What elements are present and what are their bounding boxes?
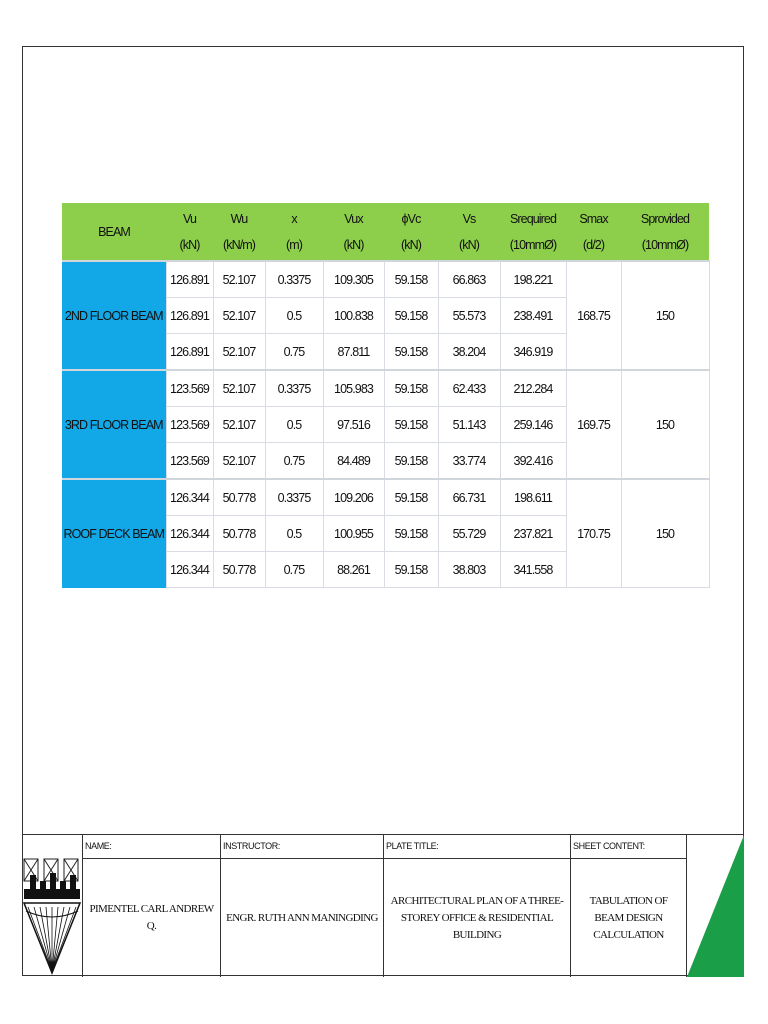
- cell-sprovided: 150: [621, 479, 709, 588]
- cell-sprovided: 150: [621, 261, 709, 370]
- cell-srequired: 392.416: [500, 443, 566, 480]
- header-vu: Vu (kN): [166, 203, 213, 261]
- cell-x: 0.75: [265, 443, 323, 480]
- cell-wu: 52.107: [213, 443, 265, 480]
- cell-phivc: 59.158: [384, 261, 438, 298]
- sheet-content-value: TABULATION OF BEAM DESIGN CALCULATION: [589, 894, 668, 941]
- cell-phivc: 59.158: [384, 334, 438, 371]
- sheet-content-cell: [570, 835, 686, 977]
- table-header-row: [62, 203, 709, 261]
- cell-vux: 88.261: [323, 552, 384, 588]
- header-vs: Vs (kN): [438, 203, 500, 261]
- cell-wu: 52.107: [213, 407, 265, 443]
- header-sprovided: Sprovided (10mmØ): [621, 203, 709, 261]
- title-block: [22, 834, 744, 976]
- cell-vu: 126.344: [166, 479, 213, 516]
- instructor-label: INSTRUCTOR:: [223, 841, 280, 851]
- beam-label: ROOF DECK BEAM: [62, 479, 166, 588]
- plate-title-cell: [383, 835, 570, 977]
- cell-x: 0.75: [265, 334, 323, 371]
- cell-vu: 126.891: [166, 334, 213, 371]
- header-phivc: ϕVc (kN): [384, 203, 438, 261]
- cell-vu: 123.569: [166, 370, 213, 407]
- name-label: NAME:: [85, 841, 112, 851]
- cell-vs: 55.573: [438, 298, 500, 334]
- cell-vs: 51.143: [438, 407, 500, 443]
- cell-vs: 66.731: [438, 479, 500, 516]
- cell-vs: 38.204: [438, 334, 500, 371]
- header-srequired: Srequired (10mmØ): [500, 203, 566, 261]
- cell-vux: 97.516: [323, 407, 384, 443]
- cell-phivc: 59.158: [384, 298, 438, 334]
- cell-smax: 169.75: [566, 370, 621, 479]
- cell-wu: 50.778: [213, 479, 265, 516]
- beam-label: 3RD FLOOR BEAM: [62, 370, 166, 479]
- header-x: x (m): [265, 203, 323, 261]
- cell-vux: 87.811: [323, 334, 384, 371]
- cell-phivc: 59.158: [384, 552, 438, 588]
- cell-vs: 62.433: [438, 370, 500, 407]
- plate-title-value: ARCHITECTURAL PLAN OF A THREE-STOREY OFFICE & RESIDENTIAL BUILDING: [390, 894, 564, 941]
- name-cell: [82, 835, 220, 977]
- cell-vux: 109.206: [323, 479, 384, 516]
- beam-label: 2ND FLOOR BEAM: [62, 261, 166, 370]
- cell-srequired: 212.284: [500, 370, 566, 407]
- cell-vux: 100.955: [323, 516, 384, 552]
- cell-phivc: 59.158: [384, 479, 438, 516]
- cell-wu: 50.778: [213, 516, 265, 552]
- header-beam: BEAM: [62, 203, 166, 261]
- cell-srequired: 259.146: [500, 407, 566, 443]
- school-seal-icon: [22, 853, 82, 977]
- cell-vux: 109.305: [323, 261, 384, 298]
- cell-phivc: 59.158: [384, 370, 438, 407]
- cell-vu: 126.891: [166, 298, 213, 334]
- cell-x: 0.75: [265, 552, 323, 588]
- table-row: [62, 479, 709, 516]
- cell-srequired: 237.821: [500, 516, 566, 552]
- cell-x: 0.3375: [265, 261, 323, 298]
- header-smax: Smax (d/2): [566, 203, 621, 261]
- cell-x: 0.3375: [265, 370, 323, 407]
- cell-vu: 126.891: [166, 261, 213, 298]
- beam-design-table: [62, 203, 710, 588]
- cell-smax: 168.75: [566, 261, 621, 370]
- cell-smax: 170.75: [566, 479, 621, 588]
- cell-sprovided: 150: [621, 370, 709, 479]
- cell-wu: 52.107: [213, 334, 265, 371]
- instructor-cell: [220, 835, 383, 977]
- table-row: [62, 261, 709, 298]
- cell-phivc: 59.158: [384, 443, 438, 480]
- plate-title-label: PLATE TITLE:: [386, 841, 439, 851]
- cell-wu: 52.107: [213, 261, 265, 298]
- cell-vux: 100.838: [323, 298, 384, 334]
- table-row: [62, 370, 709, 407]
- name-value: PIMENTEL CARL ANDREW Q.: [89, 903, 214, 932]
- cell-x: 0.3375: [265, 479, 323, 516]
- cell-wu: 52.107: [213, 298, 265, 334]
- cell-wu: 50.778: [213, 552, 265, 588]
- cell-wu: 52.107: [213, 370, 265, 407]
- cell-vs: 33.774: [438, 443, 500, 480]
- cell-vu: 123.569: [166, 407, 213, 443]
- cell-x: 0.5: [265, 298, 323, 334]
- cell-phivc: 59.158: [384, 407, 438, 443]
- green-triangle-icon: [686, 835, 744, 977]
- cell-x: 0.5: [265, 407, 323, 443]
- cell-srequired: 346.919: [500, 334, 566, 371]
- cell-vu: 123.569: [166, 443, 213, 480]
- cell-srequired: 341.558: [500, 552, 566, 588]
- header-wu: Wu (kN/m): [213, 203, 265, 261]
- cell-vux: 105.983: [323, 370, 384, 407]
- cell-srequired: 238.491: [500, 298, 566, 334]
- cell-vux: 84.489: [323, 443, 384, 480]
- header-vux: Vux (kN): [323, 203, 384, 261]
- cell-phivc: 59.158: [384, 516, 438, 552]
- cell-vu: 126.344: [166, 516, 213, 552]
- cell-vs: 38.803: [438, 552, 500, 588]
- cell-vu: 126.344: [166, 552, 213, 588]
- cell-vs: 55.729: [438, 516, 500, 552]
- cell-srequired: 198.221: [500, 261, 566, 298]
- sheet-content-label: SHEET CONTENT:: [573, 841, 645, 851]
- cell-vs: 66.863: [438, 261, 500, 298]
- cell-x: 0.5: [265, 516, 323, 552]
- cell-srequired: 198.611: [500, 479, 566, 516]
- instructor-value: ENGR. RUTH ANN MANINGDING: [226, 911, 378, 924]
